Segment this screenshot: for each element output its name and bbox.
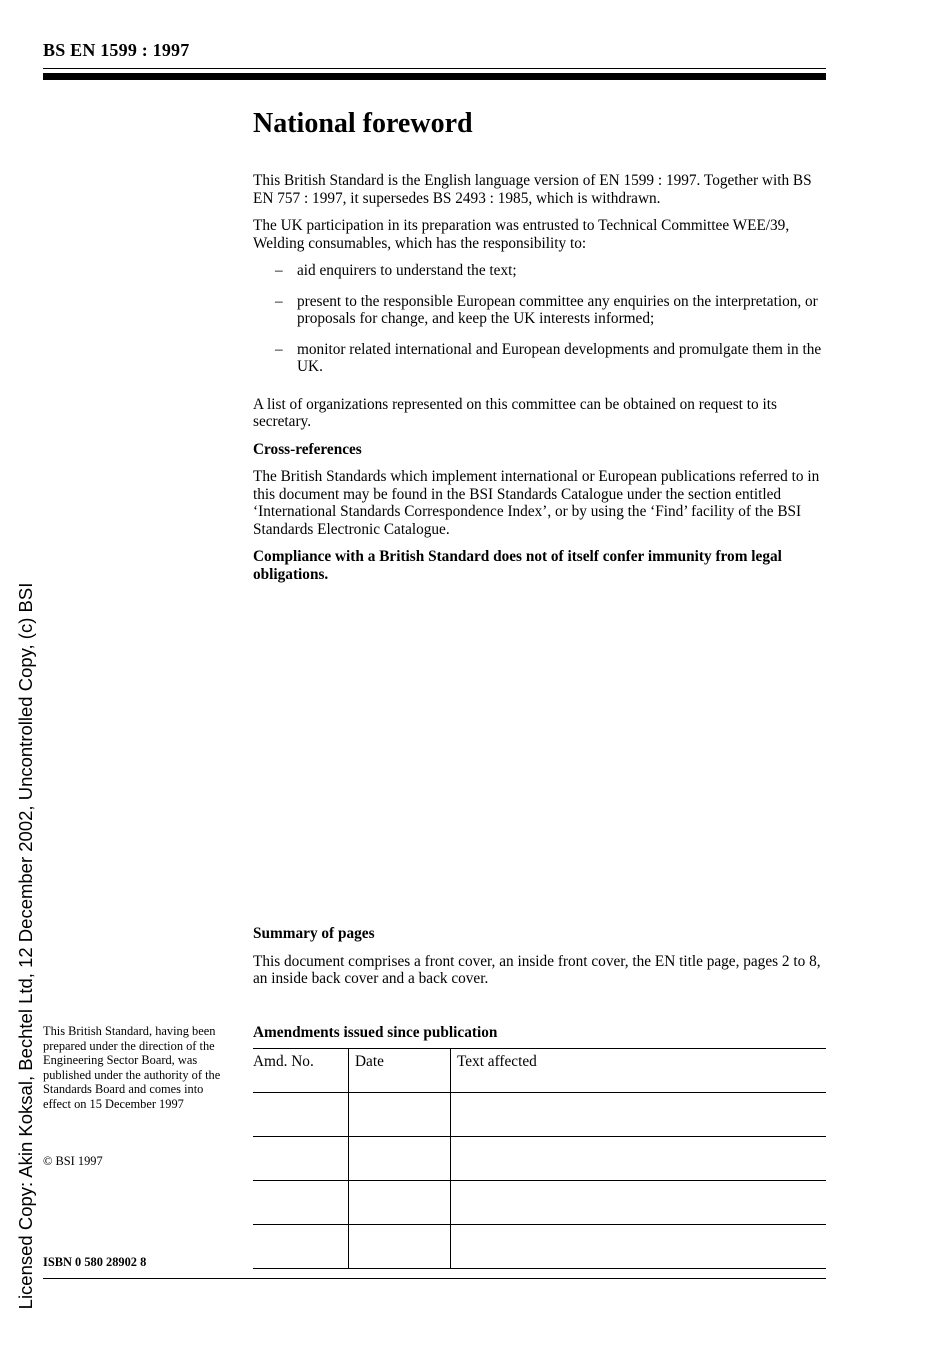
page-title: National foreword	[253, 108, 473, 139]
table-cell	[349, 1181, 451, 1225]
table-header-row	[253, 1049, 826, 1093]
cross-references-text: The British Standards which implement international or European publications referred to in this document may be found in the BSI Standards Catalogue under the section entitled ‘International Standards Correspondence Index’, or by using the ‘Find’ facility of the BSI Standards Electronic Catalogue.	[253, 468, 820, 538]
amendments-heading: Amendments issued since publication	[253, 1024, 498, 1041]
table-cell	[451, 1137, 827, 1181]
column-header-amd-no: Amd. No.	[253, 1049, 349, 1093]
list-dash: –	[275, 292, 283, 310]
foreword-paragraph-2: The UK participation in its preparation was entrusted to Technical Committee WEE/39, Welding consumables, which has the responsibility to:	[253, 217, 790, 252]
isbn-number: ISBN 0 580 28902 8	[43, 1255, 147, 1269]
standard-identifier: BS EN 1599 : 1997	[43, 40, 190, 60]
compliance-statement: Compliance with a British Standard does not of itself confer immunity from legal obligations.	[253, 548, 782, 583]
summary-heading: Summary of pages	[253, 925, 375, 942]
footer-rule	[43, 1278, 826, 1279]
table-cell	[349, 1093, 451, 1137]
table-cell	[349, 1137, 451, 1181]
list-item	[253, 262, 827, 280]
cross-references-heading: Cross-references	[253, 440, 362, 458]
foreword-paragraph-3: A list of organizations represented on this committee can be obtained on request to its secretary.	[253, 395, 777, 430]
table-row	[253, 1137, 826, 1181]
table-row	[253, 1181, 826, 1225]
responsibility-list	[253, 262, 827, 376]
license-watermark: Licensed Copy: Akin Koksal, Bechtel Ltd, 12 December 2002, Uncontrolled Copy, (c) BSI	[15, 582, 36, 1310]
column-header-date: Date	[349, 1049, 451, 1093]
list-dash: –	[275, 340, 283, 358]
header-rule-thin	[43, 68, 826, 69]
table-row	[253, 1225, 826, 1269]
foreword-section	[253, 107, 827, 593]
table-row	[253, 1093, 826, 1137]
table-cell	[253, 1181, 349, 1225]
list-item-text: aid enquirers to understand the text;	[297, 262, 517, 279]
list-dash: –	[275, 262, 283, 279]
copyright-notice: © BSI 1997	[43, 1154, 103, 1168]
header-rule-thick	[43, 73, 826, 80]
list-item	[253, 341, 827, 376]
summary-text: This document comprises a front cover, an inside front cover, the EN title page, pages 2 to 8, an inside back cover and a back cover.	[253, 952, 821, 987]
column-header-text-affected: Text affected	[451, 1049, 827, 1093]
foreword-paragraph-1: This British Standard is the English language version of EN 1599 : 1997. Together with BS EN 757 : 1997, it supersedes BS 2493 : 1985, which is withdrawn.	[253, 172, 812, 207]
summary-section	[253, 925, 827, 998]
amendments-table	[253, 1048, 826, 1269]
table-cell	[253, 1137, 349, 1181]
list-item-text: monitor related international and European developments and promulgate them in the UK.	[297, 340, 822, 375]
publication-note: This British Standard, having been prepared under the direction of the Engineering Sector Board, was published under the authority of the Standards Board and comes into effect on 15 December 1997	[43, 1024, 221, 1111]
table-cell	[349, 1225, 451, 1269]
list-item-text: present to the responsible European committee any enquiries on the interpretation, or proposals for change, and keep the UK interests informed;	[297, 292, 818, 327]
table-cell	[253, 1225, 349, 1269]
list-item	[253, 293, 827, 328]
table-cell	[253, 1093, 349, 1137]
table-cell	[451, 1225, 827, 1269]
table-cell	[451, 1181, 827, 1225]
table-cell	[451, 1093, 827, 1137]
